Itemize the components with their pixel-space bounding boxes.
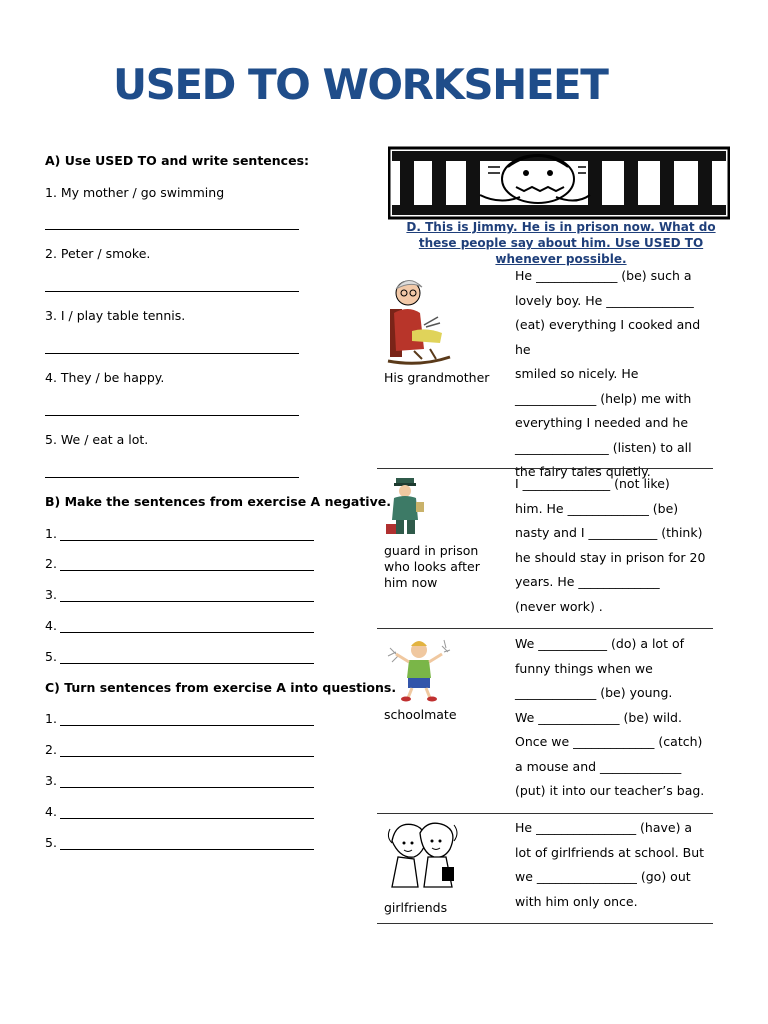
item-number: 2. [45,556,57,571]
person-label: girlfriends [384,900,448,915]
person-quote: We ___________ (do) a lot of funny things when we _____________ (be) young. We _____________ (be) wild. Once we _____________ (catch) a mouse and _____________ (put) it into our teacher’s bag. [515,636,705,798]
item-number: 2. [45,742,57,757]
person-quote: He _____________ (be) such a lovely boy. He ______________ (eat) everything I cooked and he smiled so nicely. He _____________ (help) me with everything I needed and he _______________ (listen) to all the fairy tales quietly. [515,268,701,479]
girlfriends-icon [384,819,462,895]
item-number: 5. [45,649,57,664]
answer-line[interactable] [45,477,299,478]
answer-line[interactable] [60,632,314,633]
answer-line[interactable] [45,353,299,354]
grandmother-in-rocking-chair-icon [384,273,452,365]
prison-guard-icon [386,476,428,536]
section-a-item: 3. I / play table tennis. [45,308,186,323]
person-label: guard in prison who looks after him now [384,543,480,590]
schoolboy-icon [386,638,454,702]
person-label: schoolmate [384,707,457,722]
section-a-item: 2. Peter / smoke. [45,246,151,261]
row-divider [377,813,713,814]
item-number: 3. [45,587,57,602]
row-divider [377,468,713,469]
prison-bars-icon [388,145,730,220]
answer-line[interactable] [45,291,299,292]
item-number: 1. [45,711,57,726]
answer-line[interactable] [45,229,299,230]
answer-line[interactable] [60,787,314,788]
section-a-item: 5. We / eat a lot. [45,432,149,447]
item-number: 4. [45,804,57,819]
worksheet-title: USED TO WORKSHEET [113,60,608,109]
answer-line[interactable] [60,725,314,726]
section-b-heading: B) Make the sentences from exercise A negative. [45,494,391,509]
item-number: 4. [45,618,57,633]
answer-line[interactable] [60,601,314,602]
section-c-heading: C) Turn sentences from exercise A into questions. [45,680,397,695]
section-a-item: 1. My mother / go swimming [45,185,225,200]
section-a-heading: A) Use USED TO and write sentences: [45,153,310,168]
answer-line[interactable] [60,570,314,571]
row-divider [377,628,713,629]
answer-line[interactable] [60,663,314,664]
row-divider [377,923,713,924]
answer-line[interactable] [45,415,299,416]
section-a-item: 4. They / be happy. [45,370,165,385]
person-quote: I ______________ (not like) him. He _____________ (be) nasty and I ___________ (think) he should stay in prison for 20 years. He _____________ (never work) . [515,476,706,614]
person-quote: He ________________ (have) a lot of girlfriends at school. But we ________________ (go) out with him only once. [515,820,705,909]
item-number: 1. [45,526,57,541]
answer-line[interactable] [60,540,314,541]
answer-line[interactable] [60,849,314,850]
section-d-caption: D. This is Jimmy. He is in prison now. What do these people say about him. Use USED TO whenever possible. [406,220,716,266]
item-number: 5. [45,835,57,850]
answer-line[interactable] [60,818,314,819]
person-label: His grandmother [384,370,490,385]
answer-line[interactable] [60,756,314,757]
item-number: 3. [45,773,57,788]
